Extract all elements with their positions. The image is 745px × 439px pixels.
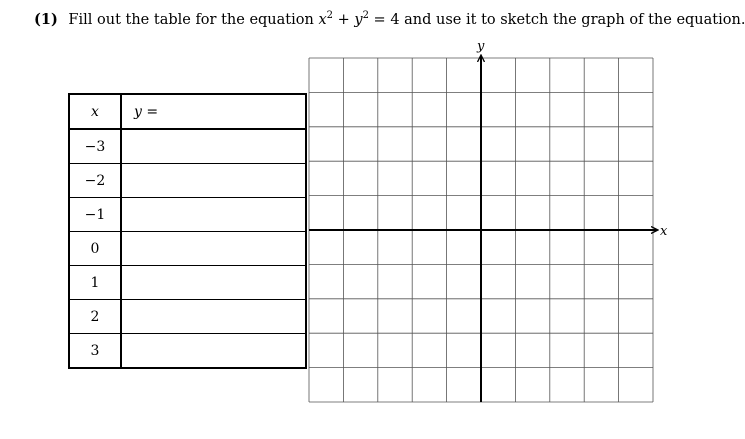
header-y: y =	[121, 94, 306, 129]
x-value-cell: 1	[69, 266, 121, 300]
x-value-cell: −1	[69, 198, 121, 232]
x-value-cell: −3	[69, 129, 121, 164]
x-value-cell: −2	[69, 164, 121, 198]
equation-plus: +	[333, 11, 355, 28]
y-axis-label: y	[477, 39, 485, 54]
x-axis-label: x	[660, 224, 668, 239]
problem-suffix: and use it to sketch the graph of the equation.	[404, 11, 745, 28]
equation-exp-x: 2	[326, 10, 333, 21]
equation-exp-y: 2	[362, 10, 369, 21]
problem-number: (1)	[34, 10, 58, 28]
x-value-cell: 2	[69, 300, 121, 334]
problem-prefix: Fill out the table for the equation	[68, 11, 314, 28]
equation-x: x	[318, 11, 327, 28]
x-value-cell: 3	[69, 334, 121, 369]
equation-rhs: = 4	[368, 11, 400, 28]
header-x: x	[69, 94, 121, 129]
equation-y: y	[354, 11, 363, 28]
x-value-cell: 0	[69, 232, 121, 266]
